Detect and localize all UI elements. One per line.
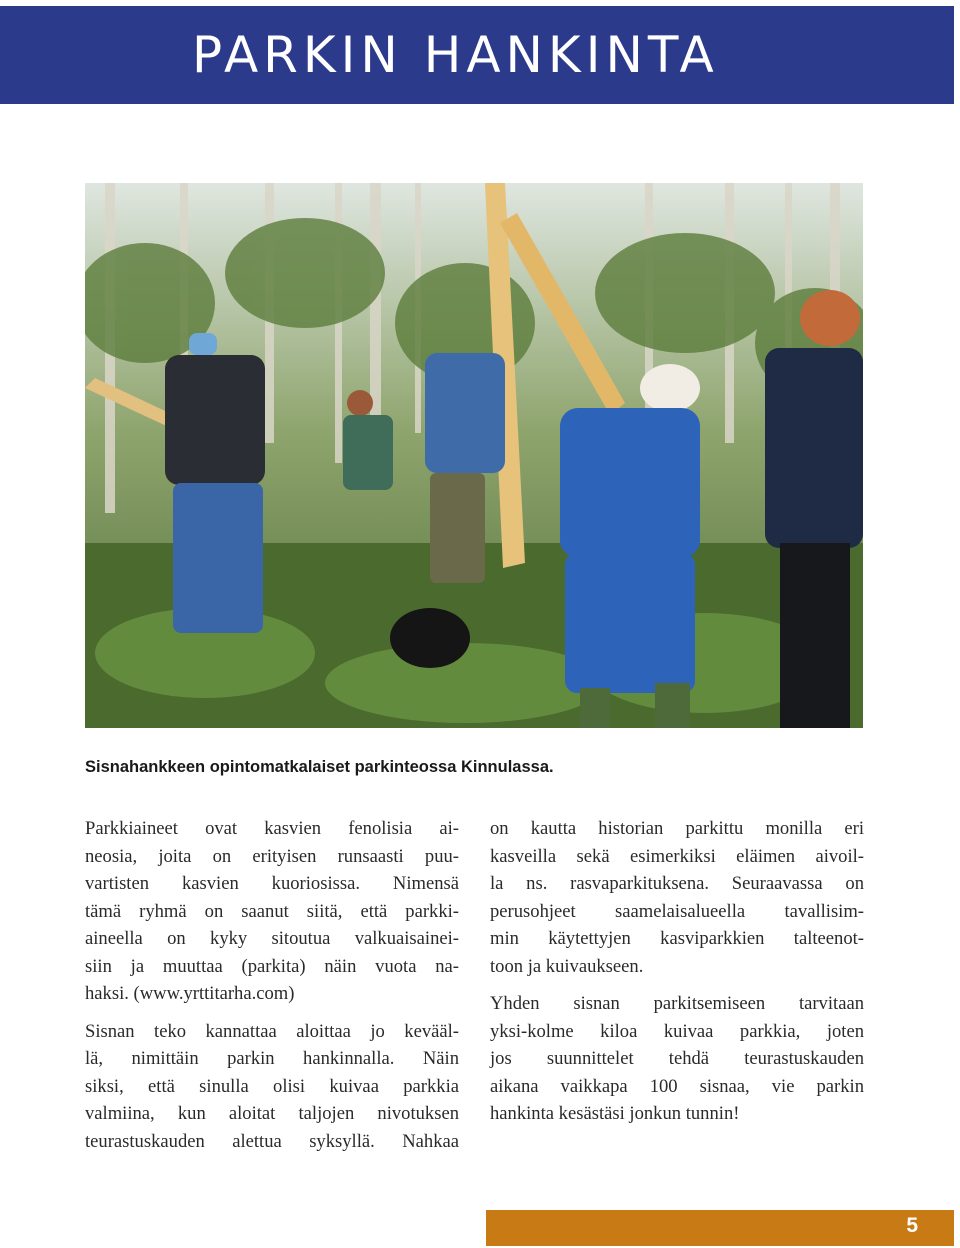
text-line: siin ja muuttaa (parkita) näin vuota na-	[85, 955, 459, 977]
photo-illustration	[85, 183, 863, 728]
text-line: hankinta kesästäsi jonkun tunnin!	[490, 1103, 740, 1124]
photo-bark-harvesting	[85, 183, 863, 728]
paragraph	[490, 815, 864, 980]
text-column-left	[85, 815, 459, 1165]
text-line: aineella on kyky sitoutua valkuaisainei-	[85, 928, 459, 949]
photo-caption: Sisnahankkeen opintomatkalaiset parkinteossa Kinnulassa.	[85, 758, 554, 776]
text-column-right	[490, 815, 864, 1138]
page-title: PARKIN HANKINTA	[192, 26, 719, 84]
text-line: min käytettyjen kasviparkkien talteenot-	[490, 928, 864, 949]
footer-bar	[486, 1210, 954, 1246]
text-line: lä, nimittäin parkin hankinnalla. Näin	[85, 1048, 459, 1069]
text-line: toon ja kuivaukseen.	[490, 955, 644, 977]
text-line: la ns. rasvaparkituksena. Seuraavassa on	[490, 873, 864, 894]
text-line: Parkkiaineet ovat kasvien fenolisia ai-	[85, 818, 459, 839]
text-line: neosia, joita on erityisen runsaasti puu-	[85, 845, 459, 867]
text-line: perusohjeet saamelaisalueella tavallisim-	[490, 900, 864, 922]
paragraph	[85, 1018, 459, 1156]
text-line: teurastuskauden alettua syksyllä. Nahkaa	[85, 1130, 459, 1152]
text-line: valmiina, kun aloitat taljojen nivotuksen	[85, 1103, 459, 1124]
paragraph	[490, 990, 864, 1128]
text-line: tämä ryhmä on saanut siitä, että parkki-	[85, 900, 459, 922]
text-line: kasveilla sekä esimerkiksi eläimen aivoil-	[490, 845, 864, 867]
text-line: aikana vaikkapa 100 sisnaa, vie parkin	[490, 1075, 864, 1097]
paragraph	[85, 815, 459, 1008]
text-line: Sisnan teko kannattaa aloittaa jo kevääl-	[85, 1020, 459, 1042]
page-header	[0, 6, 954, 104]
text-line: vartisten kasvien kuoriosissa. Nimensä	[85, 873, 459, 894]
text-line: jos suunnittelet tehdä teurastuskauden	[490, 1048, 864, 1069]
text-line: haksi. (www.yrttitarha.com)	[85, 983, 295, 1004]
text-line: on kautta historian parkittu monilla eri	[490, 818, 864, 839]
text-line: Yhden sisnan parkitsemiseen tarvitaan	[490, 993, 864, 1014]
text-line: siksi, että sinulla olisi kuivaa parkkia	[85, 1075, 459, 1097]
page-number: 5	[906, 1214, 918, 1237]
text-line: yksi-kolme kiloa kuivaa parkkia, joten	[490, 1020, 864, 1042]
